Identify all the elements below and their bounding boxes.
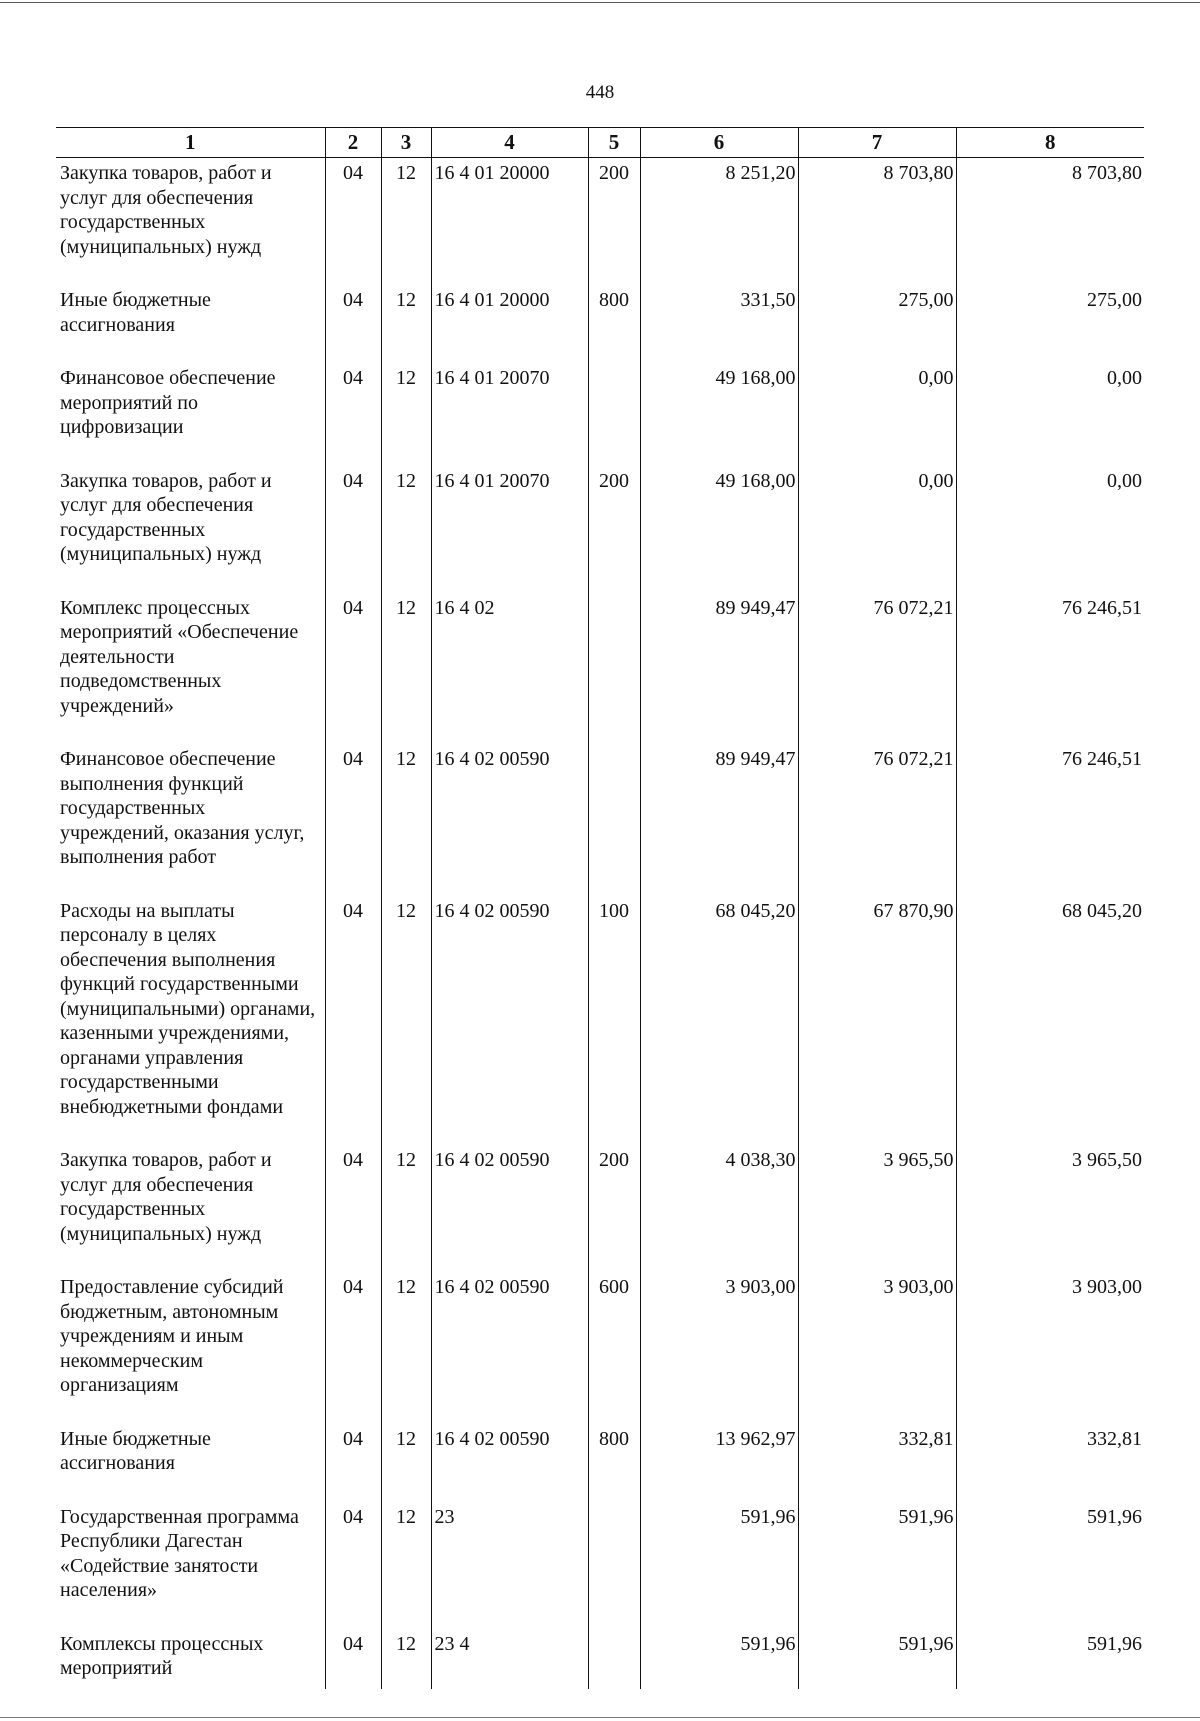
section-code: 04 [325, 158, 381, 286]
item-name: Государственная программа Республики Дагестан «Содействие занятости населения» [56, 1502, 325, 1629]
table-row [56, 1629, 1144, 1689]
budget-table [56, 127, 1144, 1689]
target-article-code: 16 4 02 00590 [431, 1424, 588, 1502]
amount-col-7: 76 072,21 [798, 593, 956, 745]
table-row [56, 896, 1144, 1146]
target-article-code: 16 4 01 20000 [431, 285, 588, 363]
target-article-code: 16 4 02 00590 [431, 1272, 588, 1424]
table-row [56, 1145, 1144, 1272]
scan-edge-top [0, 2, 1200, 3]
amount-col-6: 3 903,00 [640, 1272, 798, 1424]
amount-col-8: 275,00 [956, 285, 1144, 363]
item-name: Комплекс процессных мероприятий «Обеспечение деятельности подведомственных учреждений» [56, 593, 325, 745]
expense-type-code [588, 1629, 640, 1689]
subsection-code: 12 [381, 744, 431, 896]
section-code: 04 [325, 285, 381, 363]
target-article-code: 16 4 02 00590 [431, 1145, 588, 1272]
item-name: Иные бюджетные ассигнования [56, 285, 325, 363]
table-row [56, 285, 1144, 363]
section-code: 04 [325, 744, 381, 896]
column-header: 4 [431, 128, 588, 158]
subsection-code: 12 [381, 593, 431, 745]
section-code: 04 [325, 466, 381, 593]
amount-col-6: 331,50 [640, 285, 798, 363]
item-name: Закупка товаров, работ и услуг для обеспечения государственных (муниципальных) нужд [56, 1145, 325, 1272]
table-row [56, 158, 1144, 286]
item-name: Иные бюджетные ассигнования [56, 1424, 325, 1502]
target-article-code: 16 4 01 20000 [431, 158, 588, 286]
amount-col-8: 0,00 [956, 466, 1144, 593]
item-name: Расходы на выплаты персоналу в целях обеспечения выполнения функций государственными (муниципальными) органами, казенными учреждениями, органами управления государственными внебюджетными фондами [56, 896, 325, 1146]
item-name: Финансовое обеспечение выполнения функций государственных учреждений, оказания услуг, выполнения работ [56, 744, 325, 896]
amount-col-6: 89 949,47 [640, 744, 798, 896]
section-code: 04 [325, 593, 381, 745]
section-code: 04 [325, 1629, 381, 1689]
target-article-code: 16 4 01 20070 [431, 466, 588, 593]
amount-col-8: 8 703,80 [956, 158, 1144, 286]
expense-type-code [588, 744, 640, 896]
table-row [56, 466, 1144, 593]
expense-type-code: 800 [588, 1424, 640, 1502]
amount-col-7: 332,81 [798, 1424, 956, 1502]
item-name: Предоставление субсидий бюджетным, автономным учреждениям и иным некоммерческим организациям [56, 1272, 325, 1424]
amount-col-8: 591,96 [956, 1629, 1144, 1689]
amount-col-6: 49 168,00 [640, 466, 798, 593]
target-article-code: 16 4 01 20070 [431, 363, 588, 466]
expense-type-code: 200 [588, 158, 640, 286]
subsection-code: 12 [381, 1272, 431, 1424]
amount-col-7: 591,96 [798, 1629, 956, 1689]
table-row [56, 1424, 1144, 1502]
table-row [56, 363, 1144, 466]
amount-col-7: 76 072,21 [798, 744, 956, 896]
expense-type-code: 100 [588, 896, 640, 1146]
amount-col-8: 332,81 [956, 1424, 1144, 1502]
scan-edge-bottom [0, 1717, 1200, 1718]
amount-col-6: 13 962,97 [640, 1424, 798, 1502]
column-header: 3 [381, 128, 431, 158]
amount-col-7: 8 703,80 [798, 158, 956, 286]
target-article-code: 16 4 02 00590 [431, 744, 588, 896]
expense-type-code [588, 1502, 640, 1629]
amount-col-7: 67 870,90 [798, 896, 956, 1146]
column-header: 5 [588, 128, 640, 158]
amount-col-7: 275,00 [798, 285, 956, 363]
amount-col-8: 591,96 [956, 1502, 1144, 1629]
amount-col-6: 49 168,00 [640, 363, 798, 466]
table-row [56, 1502, 1144, 1629]
amount-col-6: 68 045,20 [640, 896, 798, 1146]
amount-col-7: 3 965,50 [798, 1145, 956, 1272]
subsection-code: 12 [381, 1424, 431, 1502]
amount-col-6: 8 251,20 [640, 158, 798, 286]
column-header: 7 [798, 128, 956, 158]
amount-col-7: 3 903,00 [798, 1272, 956, 1424]
expense-type-code: 200 [588, 1145, 640, 1272]
target-article-code: 16 4 02 00590 [431, 896, 588, 1146]
amount-col-7: 0,00 [798, 363, 956, 466]
item-name: Закупка товаров, работ и услуг для обеспечения государственных (муниципальных) нужд [56, 158, 325, 286]
amount-col-7: 0,00 [798, 466, 956, 593]
column-header: 1 [56, 128, 325, 158]
section-code: 04 [325, 1272, 381, 1424]
section-code: 04 [325, 896, 381, 1146]
amount-col-8: 76 246,51 [956, 593, 1144, 745]
item-name: Закупка товаров, работ и услуг для обеспечения государственных (муниципальных) нужд [56, 466, 325, 593]
section-code: 04 [325, 1502, 381, 1629]
amount-col-8: 3 903,00 [956, 1272, 1144, 1424]
subsection-code: 12 [381, 1145, 431, 1272]
table-row [56, 1272, 1144, 1424]
table-row [56, 593, 1144, 745]
column-header: 6 [640, 128, 798, 158]
subsection-code: 12 [381, 285, 431, 363]
header-row [56, 128, 1144, 158]
item-name: Финансовое обеспечение мероприятий по цифровизации [56, 363, 325, 466]
expense-type-code [588, 363, 640, 466]
amount-col-7: 591,96 [798, 1502, 956, 1629]
expense-type-code: 800 [588, 285, 640, 363]
column-header: 2 [325, 128, 381, 158]
subsection-code: 12 [381, 158, 431, 286]
target-article-code: 23 4 [431, 1629, 588, 1689]
section-code: 04 [325, 1424, 381, 1502]
amount-col-8: 0,00 [956, 363, 1144, 466]
amount-col-6: 591,96 [640, 1629, 798, 1689]
expense-type-code [588, 593, 640, 745]
subsection-code: 12 [381, 363, 431, 466]
column-header: 8 [956, 128, 1144, 158]
amount-col-6: 89 949,47 [640, 593, 798, 745]
subsection-code: 12 [381, 896, 431, 1146]
table-row [56, 744, 1144, 896]
expense-type-code: 600 [588, 1272, 640, 1424]
target-article-code: 23 [431, 1502, 588, 1629]
amount-col-6: 591,96 [640, 1502, 798, 1629]
amount-col-8: 68 045,20 [956, 896, 1144, 1146]
subsection-code: 12 [381, 1502, 431, 1629]
section-code: 04 [325, 363, 381, 466]
section-code: 04 [325, 1145, 381, 1272]
amount-col-8: 3 965,50 [956, 1145, 1144, 1272]
page-number: 448 [585, 82, 615, 103]
amount-col-8: 76 246,51 [956, 744, 1144, 896]
expense-type-code: 200 [588, 466, 640, 593]
subsection-code: 12 [381, 466, 431, 593]
item-name: Комплексы процессных мероприятий [56, 1629, 325, 1689]
amount-col-6: 4 038,30 [640, 1145, 798, 1272]
subsection-code: 12 [381, 1629, 431, 1689]
target-article-code: 16 4 02 [431, 593, 588, 745]
